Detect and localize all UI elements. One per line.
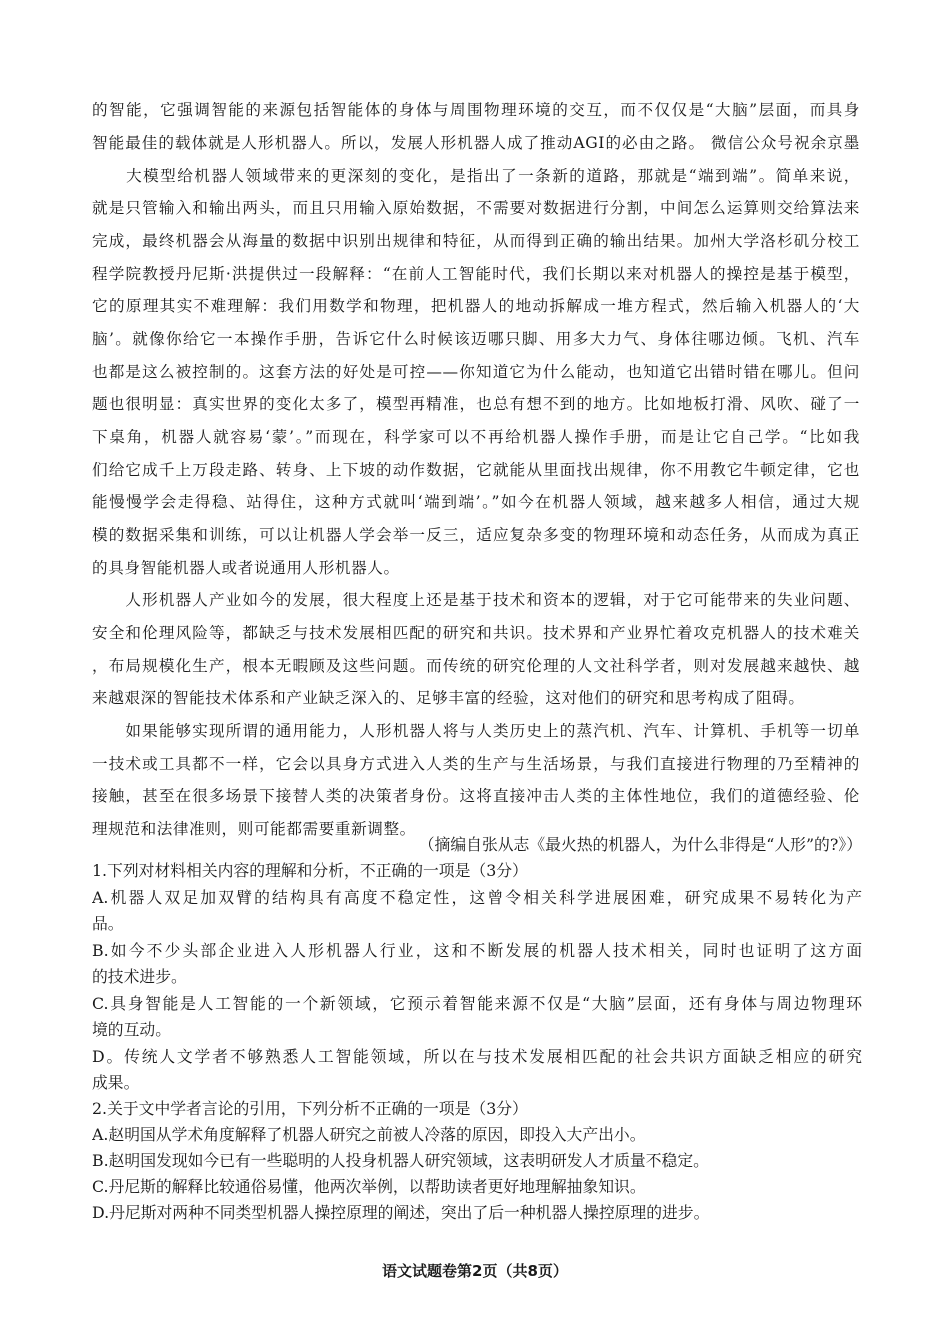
question-option: B.赵明国发现如今已有一些聪明的人投身机器人研究领域，这表明研发人才质量不稳定。 <box>92 1151 709 1170</box>
article-line: 理规范和法律准则，则可能都需要重新调整。 <box>92 820 416 838</box>
article-line: 如果能够实现所谓的通用能力，人形机器人将与人类历史上的蒸汽机、汽车、计算机、手机等一切单 <box>92 722 860 740</box>
article-line: 人形机器人产业如今的发展，很大程度上还是基于技术和资本的逻辑，对于它可能带来的失业问题、 <box>92 591 860 609</box>
article-line: 就是只管输入和输出两头，而且只用输入原始数据，不需要对数据进行分割，中间怎么运算则交给算法来 <box>92 199 860 217</box>
question-1-stem: 1.下列对材料相关内容的理解和分析，不正确的一项是（3分） <box>92 861 528 880</box>
question-option: D.丹尼斯对两种不同类型机器人操控原理的阐述，突出了后一种机器人操控原理的进步。 <box>92 1203 710 1222</box>
question-option: B.如今不少头部企业进入人形机器人行业，这和不断发展的机器人技术相关，同时也证明了这方面 <box>92 941 862 960</box>
source-citation: （摘编自张从志《最火热的机器人，为什么非得是“人形”的?》） <box>418 835 862 854</box>
question-option: 品。 <box>92 914 124 933</box>
question-option: C.丹尼斯的解释比较通俗易懂，他两次举例，以帮助读者更好地理解抽象知识。 <box>92 1177 646 1196</box>
question-option: A.机器人双足加双臂的结构具有高度不稳定性，这曾令相关科学进展困难，研究成果不易转化为产 <box>92 888 862 907</box>
article-line: 大模型给机器人领域带来的更深刻的变化，是指出了一条新的道路，那就是“端到端”。简单来说， <box>92 167 860 185</box>
article-line: 的具身智能机器人或者说通用人形机器人。 <box>92 559 400 577</box>
article-line: 下桌角，机器人就容易‘蒙’。”而现在，科学家可以不再给机器人操作手册，而是让它自己学。“比如我 <box>92 428 860 446</box>
article-line: 一技术或工具都不一样，它会以具身方式进入人类的生产与生活场景，与我们直接进行物理的乃至精神的 <box>92 755 860 773</box>
question-option: 境的互动。 <box>92 1020 171 1039</box>
question-option: 成果。 <box>92 1073 140 1092</box>
article-line: 的智能，它强调智能的来源包括智能体的身体与周围物理环境的交互，而不仅仅是“大脑”层面，而具身 <box>92 101 860 119</box>
article-line: 能慢慢学会走得稳、站得住，这种方式就叫‘端到端’。”如今在机器人领域，越来越多人相信，通过大规 <box>92 493 860 511</box>
question-2-stem: 2.关于文中学者言论的引用，下列分析不正确的一项是（3分） <box>92 1099 528 1118</box>
article-line: 也都是这么被控制的。这套方法的好处是可控——你知道它为什么能动，也知道它出错时错在哪儿。但问 <box>92 363 860 381</box>
article-line: 们给它成千上万段走路、转身、上下坡的动作数据，它就能从里面找出规律，你不用教它牛顿定律，它也 <box>92 461 860 479</box>
question-option: C.具身智能是人工智能的一个新领域，它预示着智能来源不仅是“大脑”层面，还有身体与周边物理环 <box>92 994 862 1013</box>
article-line: 智能最佳的载体就是人形机器人。所以，发展人形机器人成了推动AGI的必由之路。 微信公众号祝余京墨 <box>92 134 860 152</box>
page-footer: 语文试题卷第2页（共8页） <box>382 1262 568 1280</box>
article-line: 安全和伦理风险等，都缺乏与技术发展相匹配的研究和共识。技术界和产业界忙着攻克机器人的技术难关 <box>92 624 860 642</box>
article-line: 来越艰深的智能技术体系和产业缺乏深入的、足够丰富的经验，这对他们的研究和思考构成了阻碍。 <box>92 689 805 707</box>
article-line: 脑’。就像你给它一本操作手册，告诉它什么时候该迈哪只脚、用多大力气、身体往哪边倾。飞机、汽车 <box>92 330 860 348</box>
article-line: 它的原理其实不难理解：我们用数学和物理，把机器人的地动拆解成一堆方程式，然后输入机器人的‘大 <box>92 297 860 315</box>
article-line: 完成，最终机器会从海量的数据中识别出规律和特征，从而得到正确的输出结果。加州大学洛杉矶分校工 <box>92 232 860 250</box>
article-line: ，布局规模化生产，根本无暇顾及这些问题。而传统的研究伦理的人文社科学者，则对发展越来越快、越 <box>92 657 860 675</box>
question-option: A.赵明国从学术角度解释了机器人研究之前被人冷落的原因，即投入大产出小。 <box>92 1125 646 1144</box>
article-line: 程学院教授丹尼斯·洪提供过一段解释：“在前人工智能时代，我们长期以来对机器人的操控是基于模型， <box>92 265 860 283</box>
article-line: 接触，甚至在很多场景下接替人类的决策者身份。这将直接冲击人类的主体性地位，我们的道德经验、伦 <box>92 787 860 805</box>
question-option: 的技术进步。 <box>92 967 187 986</box>
article-line: 题也很明显：真实世界的变化太多了，模型再精准，也总有想不到的地方。比如地板打滑、风吹、碰了一 <box>92 395 860 413</box>
article-line: 模的数据采集和训练，可以让机器人学会举一反三，适应复杂多变的物理环境和动态任务，从而成为真正 <box>92 526 860 544</box>
question-option: D。传统人文学者不够熟悉人工智能领域，所以在与技术发展相匹配的社会共识方面缺乏相应的研究 <box>92 1047 862 1066</box>
